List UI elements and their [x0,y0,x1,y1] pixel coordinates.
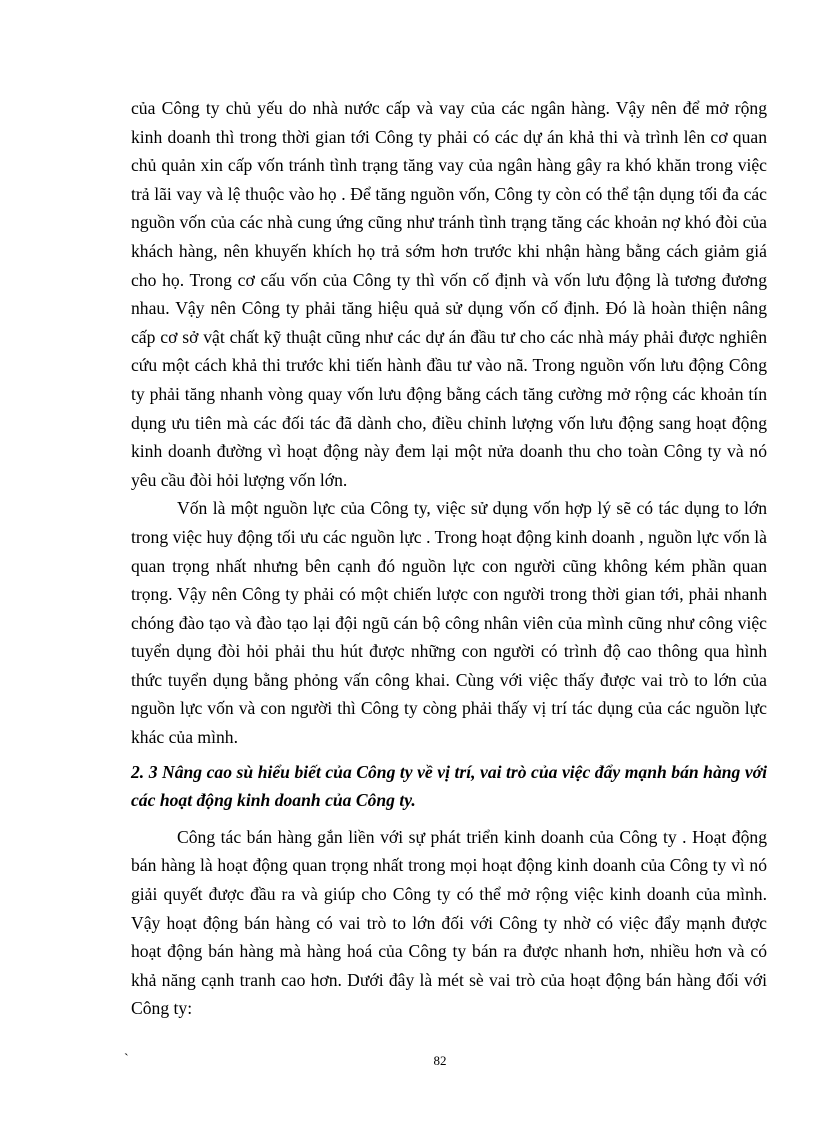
paragraph-sales-role: Công tác bán hàng gắn liền với sự phát triển kinh doanh của Công ty . Hoạt động bán hàng là hoạt động quan trọng nhất trong mọi hoạt động kinh doanh của Công ty vì nó giải quyết được đầu ra và giúp cho Công ty có thể mở rộng việc kinh doanh của mình. Vậy hoạt động bán hàng có vai trò to lớn đối với Công ty nhờ có việc đẩy mạnh được hoạt động bán hàng mà hàng hoá của Công ty bán ra được nhanh hơn, nhiều hơn và có khả năng cạnh tranh cao hơn. Dưới đây là mét sè vai trò của hoạt động bán hàng đối với Công ty: [131,826,767,1019]
paragraph-capital-sources: của Công ty chủ yếu do nhà nước cấp và vay của các ngân hàng. Vậy nên để mở rộng kinh doanh thì trong thời gian tới Công ty phải có các dự án khả thi và trình lên cơ quan chủ quản xin cấp vốn tránh tình trạng tăng vay của ngân hàng gây ra khó khăn trong việc trả lãi vay và lệ thuộc vào họ . Để tăng nguồn vốn, Công ty còn có thể tận dụng tối đa các nguồn vốn của các nhà cung ứng cũng như tránh tình trạng tăng các khoản nợ khó đòi của khách hàng, nên khuyến khích họ trả sớm hơn trước khi nhận hàng bằng cách giảm giá cho họ. Trong cơ cấu vốn của Công ty thì vốn cố định và vốn lưu động là tương đương nhau. Vậy nên Công ty phải tăng hiệu quả sử dụng vốn cố định. Đó là hoàn thiện nâng cấp cơ sở vật chất kỹ thuật cũng như các dự án đầu tư cho các nhà máy phải được nghiên cứu một cách khả thi trước khi tiến hành đầu tư vào nã. Trong nguồn vốn lưu động Công ty phải tăng nhanh vòng quay vốn lưu động bằng cách tăng cường mở rộng các khoản tín dụng ưu tiên mà các đối tác đã dành cho, điều chỉnh lượng vốn lưu động sang hoạt động kinh doanh đường vì hoạt động này đem lại một nửa doanh thu cho toàn Công ty và nó yêu cầu đòi hỏi lượng vốn lớn. [131,98,767,490]
page-number: 82 [433,1053,447,1068]
paragraph-human-resources: Vốn là một nguồn lực của Công ty, việc sử dụng vốn hợp lý sẽ có tác dụng to lớn trong việc huy động tối ưu các nguồn lực . Trong hoạt động kinh doanh , nguồn lực vốn là quan trọng nhất nhưng bên cạnh đó nguồn lực con người cũng không kém phần quan trọng. Vậy nên Công ty phải có một chiến lược con người trong thời gian tới, phải nhanh chóng đào tạo và đào tạo lại đội ngũ cán bộ công nhân viên của mình cũng như công việc tuyển dụng đòi hỏi phải thu hút được những con người có trình độ cao thông qua hình thức tuyển dụng bằng phỏng vấn công khai. Cùng với việc thấy được vai trò to lớn của nguồn lực vốn và con người thì Công ty còng phải thấy vị trí tác dụng của các nguồn lực khác của mình. [131,498,767,748]
section-heading: 2. 3 Nâng cao sù hiểu biết của Công ty về vị trí, vai trò của việc đẩy mạnh bán hàng với các hoạt động kinh doanh của Công ty. [131,761,767,811]
footer-mark: ` [124,1052,129,1067]
body-text [131,94,767,1023]
